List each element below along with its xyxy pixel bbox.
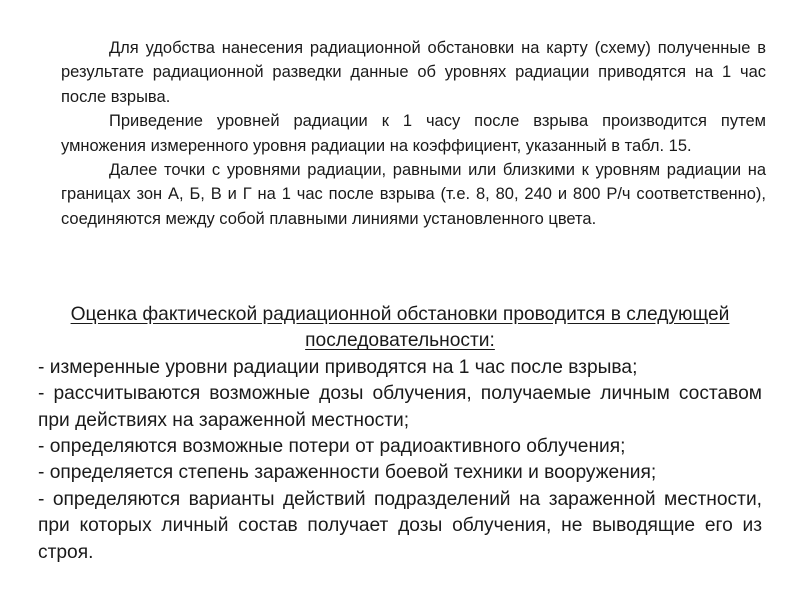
assessment-heading: Оценка фактической радиационной обстановки проводится в следующей последовательности: [70, 304, 730, 352]
intro-section [61, 36, 766, 231]
assessment-step-4: - определяется степень зараженности боевой техники и вооружения; [38, 462, 657, 484]
intro-paragraph-3: Далее точки с уровнями радиации, равными или близкими к уровням радиации на границах зон А, Б, В и Г на 1 час после взрыва (т.е. 8, 80, 240 и 800 Р/ч соответственно), соединяются между собой плавными линиями установленного цвета. [61, 161, 766, 228]
assessment-step-3: - определяются возможные потери от радиоактивного облучения; [38, 436, 626, 458]
assessment-steps-list [38, 355, 762, 566]
intro-paragraph-1: Для удобства нанесения радиационной обстановки на карту (схему) полученные в результате радиационной разведки данные об уровнях радиации приводятся на 1 час после взрыва. [61, 39, 766, 106]
assessment-step-5: - определяются варианты действий подразделений на зараженной местности, при которых личный состав получает дозы облучения, не выводящие его из строя. [38, 488, 762, 563]
assessment-step-1: - измеренные уровни радиации приводятся на 1 час после взрыва; [38, 356, 638, 378]
intro-paragraph-2: Приведение уровней радиации к 1 часу после взрыва производится путем умножения измеренного уровня радиации на коэффициент, указанный в табл. 15. [61, 112, 766, 155]
assessment-section [38, 302, 762, 566]
assessment-step-2: - рассчитываются возможные дозы облучения, получаемые личным составом при действиях на зараженной местности; [38, 383, 762, 431]
